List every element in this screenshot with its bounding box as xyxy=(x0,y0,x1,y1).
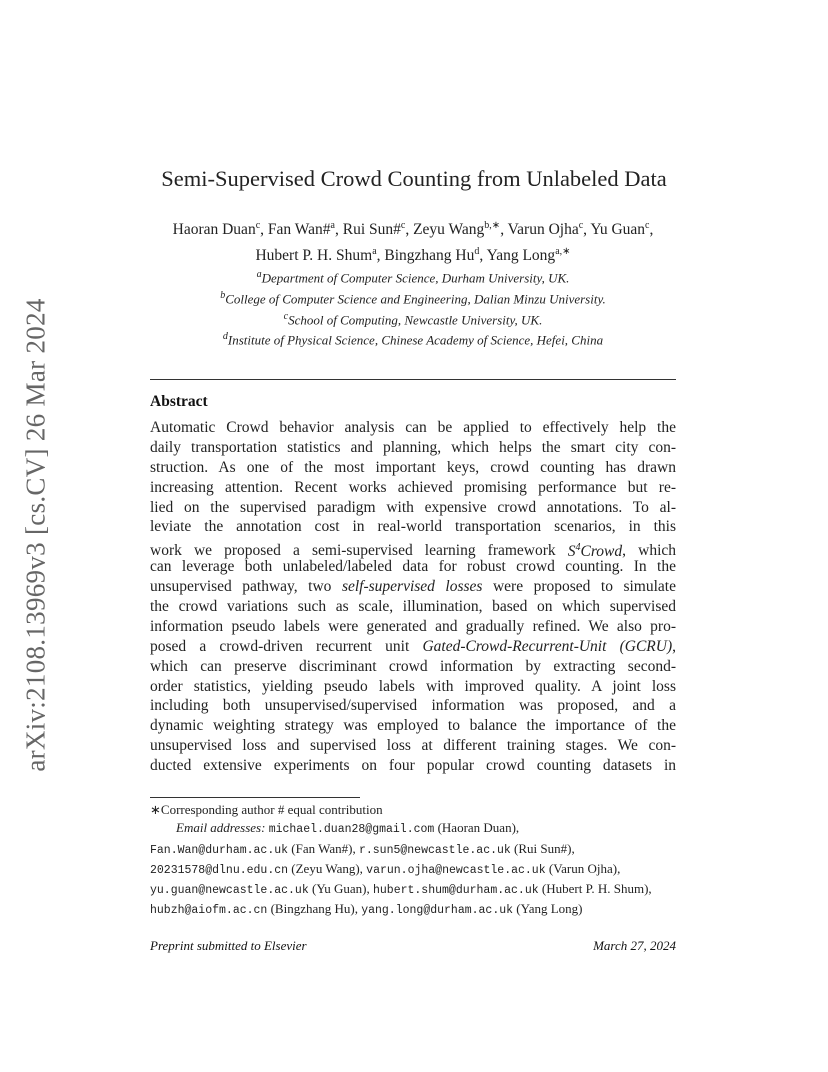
affiliation: $^d$Institute of Physical Science, Chinese Academy of Science, Hefei, China xyxy=(222,331,604,348)
abstract-line: the crowd variations such as scale, illumination, based on which supervised xyxy=(150,598,676,616)
footnote-divider xyxy=(150,797,360,798)
abstract-line: unsupervised loss and supervised loss at different training stages. We con- xyxy=(150,737,676,755)
affiliation: $^c$School of Computing, Newcastle University, UK. xyxy=(283,310,543,327)
date: March 27, 2024 xyxy=(593,938,676,953)
divider xyxy=(150,379,676,380)
author-name: Zeyu Wang xyxy=(413,221,485,239)
author-name: Yu Guan xyxy=(590,221,646,239)
email-link[interactable]: 20231578@dlnu.edu.cn xyxy=(150,863,289,877)
abstract-line: information pseudo labels were generated and gradually refined. We also pro- xyxy=(150,617,676,635)
affiliations xyxy=(150,266,676,349)
abstract-text xyxy=(150,418,676,776)
arxiv-identifier: arXiv:2108.13969v3 [cs.CV] 26 Mar 2024 xyxy=(20,298,51,772)
abstract-line: daily transportation statistics and planning, which helps the smart city con- xyxy=(150,438,676,456)
abstract-line: ducted extensive experiments on four popular crowd counting datasets in xyxy=(150,757,676,775)
email-link[interactable]: hubert.shum@durham.ac.uk xyxy=(373,884,539,898)
email-link[interactable]: yu.guan@newcastle.ac.uk xyxy=(150,884,309,898)
email-label: Email addresses: xyxy=(176,820,266,836)
abstract-line: including both unsupervised/supervised information was proposed, and a xyxy=(150,697,676,715)
abstract-line: order statistics, yielding pseudo labels with improved quality. A joint loss xyxy=(150,677,676,695)
author-name: Yang Long xyxy=(486,247,556,265)
preprint-note: Preprint submitted to Elsevier xyxy=(150,938,307,953)
email-link[interactable]: varun.ojha@newcastle.ac.uk xyxy=(366,863,546,877)
corresponding-note: ∗Corresponding author # equal contribution xyxy=(150,802,383,817)
author-name: Bingzhang Hu xyxy=(384,247,475,265)
email-link[interactable]: michael.duan28@gmail.com xyxy=(268,823,435,837)
author-name: Haoran Duan xyxy=(172,221,256,239)
abstract-line: which can preserve discriminant crowd information by extracting second- xyxy=(150,657,676,675)
abstract-line: work we proposed a semi-supervised learning framework $S^4Crowd$, which xyxy=(150,541,676,560)
author-affil-mark: c xyxy=(255,220,261,231)
email-link[interactable]: Fan.Wan@durham.ac.uk xyxy=(150,843,289,857)
paper-title: Semi-Supervised Crowd Counting from Unlabeled Data xyxy=(161,166,667,191)
abstract-heading: Abstract xyxy=(150,393,208,410)
abstract-line: lied on the supervised paradigm with expensive crowd annotations. To al- xyxy=(150,498,676,516)
author-name: Fan Wan# xyxy=(267,221,331,239)
abstract-line: Automatic Crowd behavior analysis can be applied to effectively help the xyxy=(150,419,676,436)
author-affil-mark: c xyxy=(645,220,650,231)
email-link[interactable]: hubzh@aiofm.ac.cn xyxy=(150,904,268,918)
author-affil-mark: b,∗ xyxy=(484,220,501,231)
author-affil-mark: a,∗ xyxy=(555,246,571,258)
author-name: Hubert P. H. Shum xyxy=(255,247,373,265)
email-link[interactable]: r.sun5@newcastle.ac.uk xyxy=(358,843,511,857)
abstract-line: struction. As one of the most important keys, crowd counting has drawn xyxy=(150,458,676,476)
abstract-line: unsupervised pathway, two self-supervised losses were proposed to simulate xyxy=(150,578,676,596)
abstract-line: can leverage both unlabeled/labeled data for robust crowd counting. In the xyxy=(150,558,676,576)
author-affil-mark: d xyxy=(474,246,480,258)
affiliation: $^a$Department of Computer Science, Durham University, UK. xyxy=(256,269,570,286)
footnote: ∗Corresponding author # equal contribution Email addresses: michael.duan28@gmail.com (Haoran Duan), Fan.Wan@durham.ac.uk (Fan Wan#), r.sun5@newcastle.ac.uk (Rui Sun#), 20231578@dlnu.edu.cn (Zeyu Wang), varun.ojha@newcastle.ac.uk (Varun Ojha), yu.guan@newcastle.ac.uk (Yu Guan), hubert.shum@durham.ac.uk (Hubert P. H. Shum), hubzh@aiofm.ac.cn (Bingzhang Hu), yang.long@durham.ac.uk (Yang Long) xyxy=(150,801,676,921)
email-link[interactable]: yang.long@durham.ac.uk xyxy=(361,904,514,918)
author-affil-mark: a xyxy=(372,246,377,258)
abstract-line: dynamic weighting strategy was employed to balance the importance of the xyxy=(150,717,676,735)
author-name: Rui Sun# xyxy=(342,221,401,239)
author-list: Haoran Duan$^c$, Fan Wan#$^a$, Rui Sun#$^c$, Zeyu Wang$^{b,∗}$, Varun Ojha$^c$, Yu Guan$^c$, Hubert P. H. Shum$^a$, Bingzhang Hu$^d$, Yang Long$^{a,∗}$ xyxy=(172,220,654,265)
abstract-line: increasing attention. Recent works achieved promising performance but re- xyxy=(150,478,676,496)
author-affil-mark: a xyxy=(330,220,335,231)
author-name: Varun Ojha xyxy=(507,221,579,239)
author-affil-mark: c xyxy=(400,220,406,231)
abstract-line: leviate the annotation cost in real-world transportation scenarios, in this xyxy=(150,518,676,536)
affiliation: $^b$College of Computer Science and Engineering, Dalian Minzu University. xyxy=(220,289,606,307)
author-affil-mark: c xyxy=(578,220,584,231)
abstract-line: posed a crowd-driven recurrent unit Gated-Crowd-Recurrent-Unit (GCRU), xyxy=(150,637,676,655)
